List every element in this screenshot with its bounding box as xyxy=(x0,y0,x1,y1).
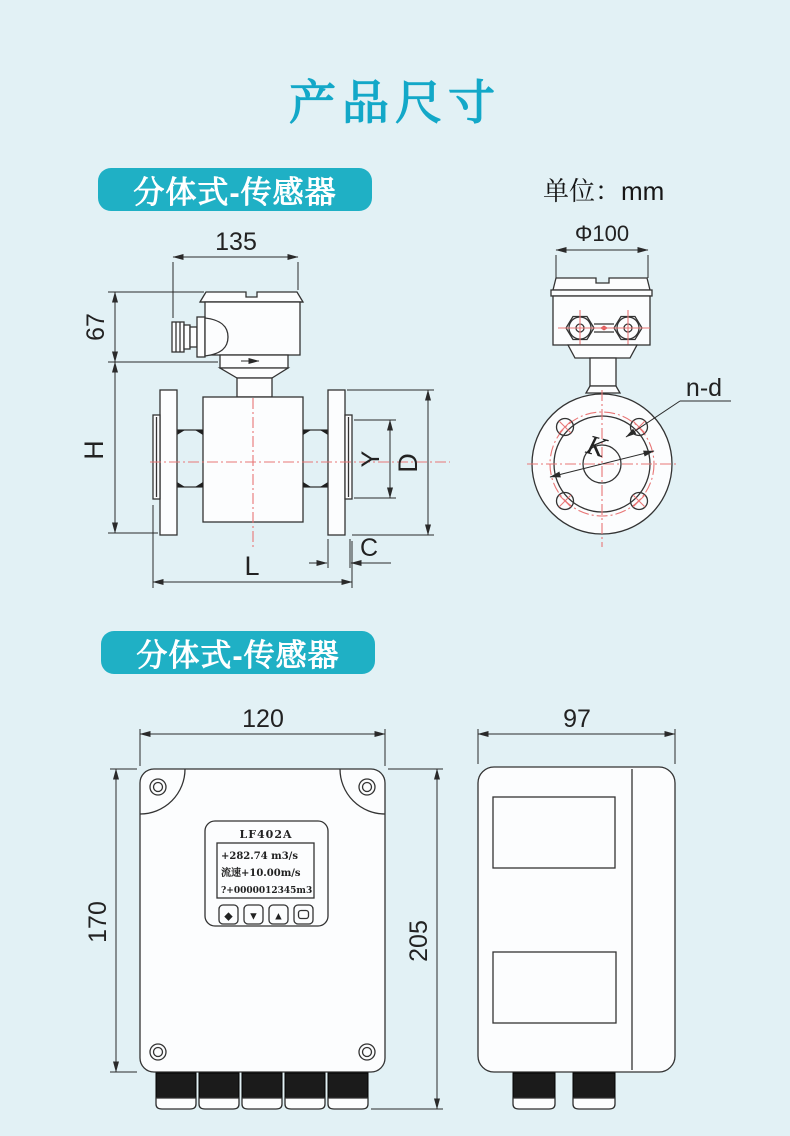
dim-170 xyxy=(84,769,137,1072)
lcd-line-2: 流速+10.00m/s xyxy=(221,868,301,879)
converter-side-enclosure xyxy=(478,767,675,1072)
svg-text:D: D xyxy=(393,453,423,473)
svg-text:H: H xyxy=(79,440,109,460)
dim-phi100 xyxy=(556,221,648,278)
svg-text:C: C xyxy=(359,534,379,562)
sensor-front-view xyxy=(527,221,731,547)
svg-text:Φ100: Φ100 xyxy=(574,221,630,246)
front-housing-cover xyxy=(553,278,650,290)
sensor-side-view xyxy=(79,228,450,588)
converter-front-view xyxy=(84,705,443,1109)
diamond-icon: ◆ xyxy=(224,910,233,923)
svg-text:K: K xyxy=(583,430,609,464)
lcd-line-3: ?+0000012345m3 xyxy=(221,886,313,896)
dim-H xyxy=(79,362,158,533)
sensor-cable-gland xyxy=(172,317,228,357)
svg-text:n-d: n-d xyxy=(685,374,723,402)
dim-Y xyxy=(354,420,396,498)
svg-text:120: 120 xyxy=(242,705,284,733)
dim-C xyxy=(309,534,391,568)
front-pedestal xyxy=(568,345,637,358)
front-neck xyxy=(590,358,616,386)
svg-text:135: 135 xyxy=(215,228,257,256)
svg-text:Y: Y xyxy=(357,450,385,468)
display-module xyxy=(205,821,328,926)
sensor-stub xyxy=(237,378,272,397)
svg-text:205: 205 xyxy=(405,920,433,962)
display-model: LF402A xyxy=(239,828,293,841)
sensor-housing-cover xyxy=(200,292,303,302)
svg-text:L: L xyxy=(244,551,260,581)
dim-97 xyxy=(478,705,675,764)
converter-side-view xyxy=(478,705,675,1109)
unit-label: 单位：mm xyxy=(543,176,665,206)
section-label-sensor: 分体式-传感器 xyxy=(98,168,372,211)
svg-text:170: 170 xyxy=(84,901,112,943)
svg-text:67: 67 xyxy=(82,313,110,341)
section-label-converter: 分体式-传感器 xyxy=(101,631,375,674)
lcd-line-1: +282.74 m3/s xyxy=(221,851,298,862)
sensor-taper xyxy=(220,368,288,378)
arrow-up-icon: ▲ xyxy=(273,910,284,923)
dim-120 xyxy=(140,705,385,766)
converter-side-glands xyxy=(513,1073,615,1109)
page-title: 产品尺寸 xyxy=(289,76,501,129)
svg-text:97: 97 xyxy=(563,705,591,733)
arrow-down-icon: ▼ xyxy=(248,910,259,923)
converter-front-glands xyxy=(156,1073,368,1109)
